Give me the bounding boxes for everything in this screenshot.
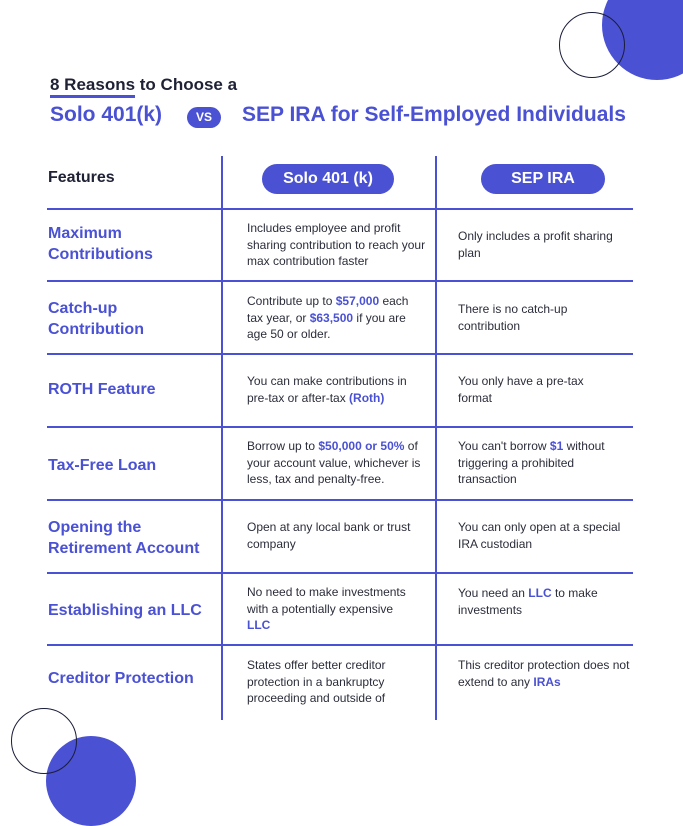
sep-ira-column-pill: SEP IRA	[481, 164, 605, 194]
title-rest-text: to Choose a	[135, 75, 238, 94]
vs-badge: VS	[187, 107, 221, 128]
solo-cell-roth: You can make contributions in pre-tax or after-tax (Roth)	[247, 374, 407, 405]
feature-creditor-protection: Creditor Protection	[48, 670, 194, 687]
row-divider	[47, 644, 633, 646]
row-divider	[47, 499, 633, 501]
row-divider	[47, 353, 633, 355]
feature-tax-free-loan: Tax-Free Loan	[48, 457, 157, 474]
features-header: Features	[48, 169, 115, 186]
solo-cell-catch-up-contribution: Contribute up to $57,000 each tax year, or $63,500 if you are age 50 or older.	[247, 294, 409, 341]
column-divider-1	[221, 156, 223, 720]
row-divider	[47, 280, 633, 282]
page-title-line1	[50, 75, 237, 95]
solo-cell-creditor-protection: States offer better creditor protection in a bankruptcy proceeding and outside of	[247, 658, 386, 705]
sep-cell-maximum-contributions: Only includes a profit sharing plan	[458, 229, 613, 260]
row-divider	[47, 572, 633, 574]
title-sep-ira: SEP IRA for Self-Employed Individuals	[242, 103, 626, 126]
solo-cell-tax-free-loan: Borrow up to $50,000 or 50% of your account value, whichever is less, tax and penalty-free.	[247, 439, 421, 486]
feature-maximum-contributions: Maximum Contributions	[48, 225, 153, 263]
solo-cell-maximum-contributions: Includes employee and profit sharing contribution to reach your max contribution faster	[247, 221, 426, 268]
title-solo-401k: Solo 401(k)	[50, 103, 163, 126]
decorative-circle-outline-bottom	[11, 708, 77, 774]
column-divider-2	[435, 156, 437, 720]
feature-opening-retirement-account: Opening the Retirement Account	[48, 519, 200, 557]
solo-cell-establishing-llc: No need to make investments with a potentially expensive LLC	[247, 585, 406, 632]
feature-catch-up-contribution: Catch-up Contribution	[48, 300, 144, 338]
sep-cell-catch-up-contribution: There is no catch-up contribution	[458, 302, 568, 333]
feature-roth: ROTH Feature	[48, 381, 156, 398]
sep-cell-establishing-llc: You need an LLC to make investments	[458, 586, 598, 617]
sep-cell-roth: You only have a pre-tax format	[458, 374, 584, 405]
decorative-circle-outline-top	[559, 12, 625, 78]
title-underlined-text: 8 Reasons	[50, 75, 136, 94]
sep-cell-creditor-protection: This creditor protection does not extend to any IRAs	[458, 658, 630, 689]
row-divider	[47, 426, 633, 428]
row-divider	[47, 208, 633, 210]
sep-cell-tax-free-loan: You can't borrow $1 without triggering a prohibited transaction	[458, 439, 605, 486]
solo-cell-opening-retirement-account: Open at any local bank or trust company	[247, 520, 411, 551]
sep-cell-opening-retirement-account: You can only open at a special IRA custodian	[458, 520, 621, 551]
feature-establishing-llc: Establishing an LLC	[48, 602, 202, 619]
solo-401k-column-pill: Solo 401 (k)	[262, 164, 394, 194]
